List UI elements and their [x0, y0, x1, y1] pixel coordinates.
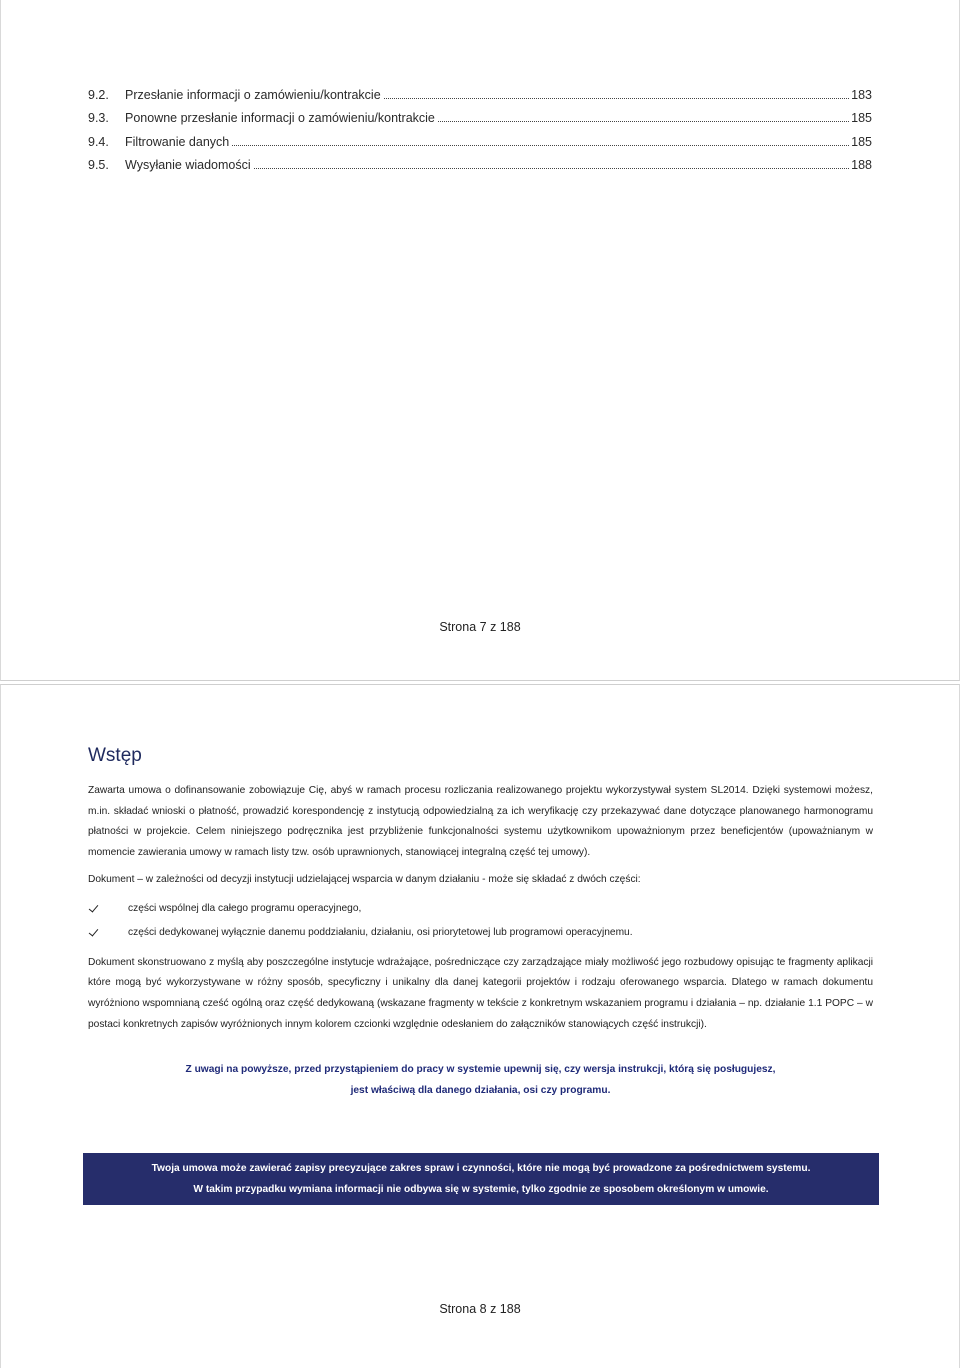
- toc-entry[interactable]: [88, 111, 872, 134]
- toc-entry-number: 9.2.: [88, 88, 109, 102]
- list-item: [88, 921, 873, 945]
- toc-entry-number: 9.5.: [88, 157, 109, 172]
- checkmark-icon: [88, 904, 98, 914]
- toc-entry-page: 185: [851, 111, 872, 126]
- page-content: [88, 743, 873, 1101]
- document-page-8: [0, 684, 960, 1368]
- page-footer-separator: z: [486, 1302, 500, 1316]
- toc-dot-leader: [438, 120, 849, 122]
- section-heading: Wstęp: [88, 745, 142, 766]
- list-item-text: części dedykowanej wyłącznie danemu poddziałaniu, działaniu, osi priorytetowej lub programowi operacyjnemu.: [128, 926, 633, 938]
- page-footer-current: 7: [479, 620, 487, 634]
- list-item-text: części wspólnej dla całego programu operacyjnego,: [128, 902, 362, 914]
- info-banner-line: W takim przypadku wymiana informacji nie odbywa się w systemie, tylko zgodnie ze sposobem określonym w umowie.: [193, 1184, 769, 1195]
- page-footer-total: 188: [499, 620, 521, 634]
- intro-paragraph: Zawarta umowa o dofinansowanie zobowiązuje Cię, abyś w ramach procesu rozliczania realizowanego projektu wykorzystywał system SL2014. Dzięki systemowi możesz, m.in. składać wnioski o płatność, prowadzić korespondencję z instytucją odpowiedzialną za ich weryfikację czy przekazywać dane dotyczące planowanego harmonogramu płatności w projekcie. Celem niniejszego podręcznika jest przybliżenie funkcjonalności systemu użytkownikom upoważnionym przez beneficjentów (upoważnianym w momencie zawierania umowy w ramach listy tzw. osób uprawnionych, stanowiącej integralną część tej umowy).: [88, 785, 873, 859]
- toc-entry-title: Przesłanie informacji o zamówieniu/kontrakcie: [125, 88, 381, 102]
- toc-entry[interactable]: [88, 158, 872, 181]
- toc-entry-page: 183: [851, 88, 872, 102]
- document-page-7: [0, 0, 960, 681]
- list-item: [88, 897, 873, 921]
- page-footer-prefix: Strona: [439, 1302, 480, 1316]
- table-of-contents: [88, 88, 872, 181]
- version-notice-line: jest właściwą dla danego działania, osi czy programu.: [350, 1085, 611, 1097]
- toc-entry-page: 185: [851, 134, 872, 149]
- toc-dot-leader: [232, 144, 849, 146]
- info-banner-line: Twoja umowa może zawierać zapisy precyzujące zakres spraw i czynności, które nie mogą być prowadzone za pośrednictwem systemu.: [151, 1163, 811, 1174]
- structure-paragraph: Dokument skonstruowano z myślą aby poszczególne instytucje wdrażające, pośredniczące czy zarządzające miały możliwość jego rozbudowy opisując te fragmenty aplikacji które mogą być wykorzystywane w różny sposób, specyficzny i unikalny dla danej kategorii projektów i rodzaju oferowanego wsparcia. Dlatego w ramach dokumentu wyróżniono wspomnianą cześć ogólną oraz część dedykowaną (wskazane fragmenty w tekście z konkretnym wskazaniem programu i działania – np. działanie 1.1 POPC – w postaci konkretnych zapisów wyróżnionych innym kolorem czcionki względnie odesłaniem do załączników stanowiących część instrukcji).: [88, 956, 873, 1030]
- toc-dot-leader: [384, 97, 849, 99]
- toc-dot-leader: [254, 167, 850, 169]
- page-footer: [1, 1302, 959, 1316]
- info-banner: [83, 1153, 879, 1205]
- toc-entry-number: 9.4.: [88, 134, 109, 149]
- toc-entry[interactable]: [88, 135, 872, 158]
- page-footer-total: 188: [499, 1302, 521, 1316]
- page-footer-current: 8: [479, 1302, 487, 1316]
- page-footer-separator: z: [486, 620, 500, 634]
- checkmark-icon: [88, 928, 98, 938]
- toc-entry[interactable]: [88, 88, 872, 111]
- document-parts-list: [88, 897, 873, 945]
- page-footer: [1, 620, 959, 634]
- page-footer-prefix: Strona: [439, 620, 480, 634]
- version-notice-line: Z uwagi na powyższe, przed przystąpieniem do pracy w systemie upewnij się, czy wersja instrukcji, którą się posługujesz,: [185, 1064, 776, 1076]
- toc-entry-number: 9.3.: [88, 111, 109, 126]
- version-notice: [88, 1059, 873, 1101]
- toc-entry-title: Filtrowanie danych: [125, 134, 230, 149]
- document-parts-intro: Dokument – w zależności od decyzji instytucji udzielającej wsparcia w danym działaniu - może się składać z dwóch części:: [88, 873, 641, 885]
- toc-entry-title: Wysyłanie wiadomości: [125, 157, 251, 172]
- toc-entry-title: Ponowne przesłanie informacji o zamówieniu/kontrakcie: [125, 111, 435, 126]
- toc-entry-page: 188: [851, 157, 872, 172]
